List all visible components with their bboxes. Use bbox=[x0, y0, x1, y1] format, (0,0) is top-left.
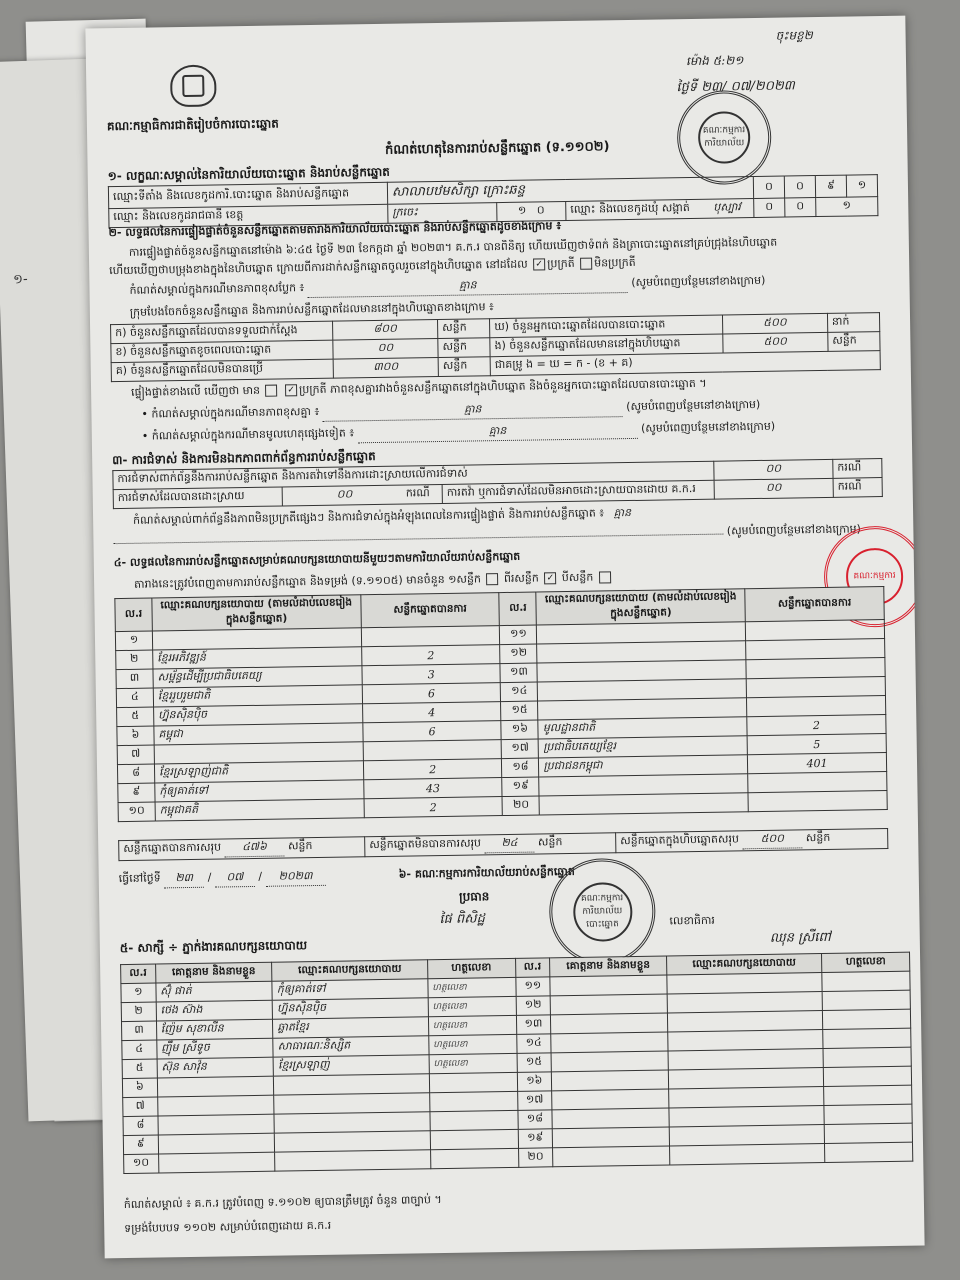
col-party-header: ឈ្មោះគណបក្សនយោបាយ (តាមលំដាប់លេខរៀងក្នុងសន្លឹកឆ្នោត) bbox=[152, 595, 361, 631]
row-number: ១៨ bbox=[502, 758, 539, 778]
row-value: ៣០០ bbox=[333, 358, 438, 379]
row-unit: សន្លឹក bbox=[438, 319, 490, 339]
note-suffix: (សូមបំពេញបន្ថែមនៅខាងក្រោម) bbox=[631, 273, 766, 289]
vote-count bbox=[745, 620, 884, 641]
vote-count: 4 bbox=[362, 702, 501, 723]
total-invalid-value: ២៤ bbox=[484, 836, 534, 854]
two-sheets-label: ពីរសន្លឹក bbox=[503, 571, 539, 586]
vote-count bbox=[746, 658, 885, 679]
votes-table bbox=[114, 586, 887, 822]
row-number: ១១ bbox=[515, 977, 550, 997]
witness-name bbox=[551, 1013, 668, 1034]
row-number: ២០ bbox=[518, 1148, 553, 1168]
section-1-heading: ១- លក្ខណៈសម្គាល់នៃការិយាល័យបោះឆ្នោត និងរាប់សន្លឹកឆ្នោត bbox=[107, 164, 390, 184]
witness-party bbox=[275, 1131, 431, 1152]
three-sheets-checkbox[interactable] bbox=[599, 571, 611, 583]
row-unit: សន្លឹក bbox=[828, 332, 880, 352]
vote-count bbox=[363, 740, 502, 761]
vote-count: 2 bbox=[747, 715, 886, 736]
row-number: ១៩ bbox=[502, 777, 539, 797]
party-name: ប្រជាធិបតេយ្យខ្មែរ bbox=[539, 736, 748, 758]
witness-signature bbox=[822, 971, 910, 991]
objection-value: ០០ bbox=[714, 459, 833, 480]
witness-name bbox=[550, 994, 667, 1015]
witness-signature: ហត្ថលេខា bbox=[429, 1034, 517, 1054]
col-party-header: ឈ្មោះគណបក្សនយោបាយ bbox=[272, 960, 428, 981]
totals-table bbox=[118, 828, 888, 861]
witness-signature bbox=[824, 1085, 912, 1105]
date-day: ២៣ bbox=[164, 871, 204, 889]
row-number: ២ bbox=[121, 1002, 156, 1022]
commune-label-text: ឈ្មោះ និងលេខកូដឃុំ សង្កាត់ bbox=[570, 201, 690, 216]
party-name: ហ្វ៊ុនស៊ិនប៉ិច bbox=[154, 704, 363, 726]
vote-count: 5 bbox=[747, 734, 886, 755]
normal-label: ប្រក្រតី bbox=[547, 256, 575, 271]
resolved-label: ការជំទាស់ដែលបានដោះស្រាយ bbox=[113, 487, 282, 509]
witness-name: ញ៉ឹម ស្រីទូច bbox=[156, 1038, 273, 1059]
province-value: ក្រចេះ bbox=[388, 203, 497, 224]
witness-party bbox=[274, 1093, 430, 1114]
document-page bbox=[85, 16, 924, 1259]
objection-label: ការជំទាស់ពាក់ព័ន្ធនឹងការរាប់សន្លឹកឆ្នោត និងការតវ៉ាទៅនឹងការដោះស្រាយលើការជំទាស់ bbox=[113, 461, 714, 489]
unresolved-value: ០០ bbox=[714, 478, 833, 499]
witness-party bbox=[668, 1049, 824, 1070]
unit-label: សន្លឹក bbox=[805, 830, 831, 845]
one-sheet-checkbox[interactable] bbox=[486, 573, 498, 585]
vote-count: 401 bbox=[748, 753, 887, 774]
row-number: ១ bbox=[121, 983, 156, 1003]
objection-unit: ករណី bbox=[833, 459, 882, 479]
witness-name bbox=[552, 1108, 669, 1129]
party-name: សម្ព័ន្ធដើម្បីប្រជាធិបតេយ្យ bbox=[153, 666, 362, 688]
committee-stamp-middle bbox=[548, 858, 656, 966]
total-valid-cell bbox=[119, 837, 365, 861]
stamp-text: គណៈកម្មការ bbox=[846, 548, 903, 605]
party-name: ប្រជាជនកម្ពុជា bbox=[539, 755, 748, 777]
code-digit: ៩ bbox=[815, 175, 846, 197]
resolved-value: ០០ bbox=[336, 487, 353, 501]
col-sign-header: ហត្ថលេខា bbox=[822, 952, 910, 972]
witness-signature bbox=[430, 1148, 518, 1168]
witness-name bbox=[157, 1095, 274, 1116]
witness-name: ស៊ុន សាវ៉ុន bbox=[157, 1057, 274, 1078]
party-name: ខ្មែររួបរួមជាតិ bbox=[153, 685, 362, 707]
secretary-name: ឈុន ស្រីពៅ bbox=[769, 929, 831, 946]
col-no-header: ល.រ bbox=[115, 598, 152, 632]
witness-signature bbox=[825, 1142, 913, 1162]
party-name: ខ្មែរអភិវឌ្ឍន៍ bbox=[153, 647, 362, 669]
witness-table bbox=[120, 952, 913, 1174]
witness-name bbox=[551, 1051, 668, 1072]
secretary-label: លេខាធិការ bbox=[669, 913, 715, 928]
witness-party: ហ្វ៊ុនស៊ិនប៉ិច bbox=[273, 998, 429, 1019]
row-number: ១៦ bbox=[517, 1072, 552, 1092]
commune-value: បុស្បាវ bbox=[713, 200, 741, 214]
has-difference-checkbox[interactable] bbox=[265, 385, 277, 397]
row-number: ៦ bbox=[117, 726, 154, 746]
witness-name bbox=[158, 1133, 275, 1154]
chair-label: ប្រធាន bbox=[458, 889, 490, 904]
row-value: ០០ bbox=[333, 339, 438, 360]
witness-party bbox=[667, 1011, 823, 1032]
code-digit: ០ bbox=[536, 203, 545, 217]
top-right-time: ម៉ោង ៥:២១ bbox=[685, 53, 744, 69]
row-number: ១៤ bbox=[516, 1034, 551, 1054]
witness-signature: ហត្ថលេខា bbox=[428, 996, 516, 1016]
vote-count: 3 bbox=[362, 664, 501, 685]
row-unit: សន្លឹក bbox=[438, 338, 490, 358]
col-no-header: ល.រ bbox=[121, 964, 156, 984]
row-label: ខ) ចំនួនសន្លឹកឆ្នោតខូចពេលបោះឆ្នោត bbox=[111, 340, 333, 362]
col-party-header: ឈ្មោះគណបក្សនយោបាយ (តាមលំដាប់លេខរៀងក្នុងសន្លឹកឆ្នោត) bbox=[536, 589, 745, 625]
row-label: ក) ចំនួនសន្លឹកឆ្នោតដែលបានទទួលជាក់ស្ដែង bbox=[111, 321, 333, 343]
row-number: ១៧ bbox=[517, 1091, 552, 1111]
row-number: ២ bbox=[116, 650, 153, 670]
total-box-cell bbox=[616, 829, 888, 853]
row-number: ១១ bbox=[500, 625, 537, 645]
abnormal-checkbox[interactable] bbox=[580, 258, 592, 270]
witness-party bbox=[669, 1144, 825, 1165]
row-number: ៨ bbox=[123, 1116, 158, 1136]
witness-party bbox=[274, 1074, 430, 1095]
unresolved-label: ការតវ៉ា ឬការជំទាស់ដែលមិនអាចដោះស្រាយបានដោយ គ.ក.រ bbox=[442, 480, 714, 503]
witness-signature bbox=[430, 1110, 518, 1130]
party-name: កម្ពុជាគតិ bbox=[155, 799, 364, 821]
row-number: ១ bbox=[115, 631, 152, 651]
location-label: ឈ្មោះទីតាំង និងលេខកូដការិ.បោះឆ្នោត និងរាប់សន្លឹកឆ្នោត bbox=[108, 182, 387, 208]
row-label: ឃ) ចំនួនអ្នកបោះឆ្នោតដែលបានបោះឆ្នោត bbox=[490, 315, 723, 338]
code-digit: ០ bbox=[784, 176, 815, 198]
chair-name: ផៃ ពិសិដ្ឋ bbox=[439, 911, 485, 928]
organization-name: គណៈកម្មាធិការជាតិរៀបចំការបោះឆ្នោត bbox=[106, 116, 279, 134]
resolved-unit: ករណី bbox=[405, 486, 430, 500]
unit-label: សន្លឹក bbox=[537, 835, 563, 849]
row-label: គ) ចំនួនសន្លឹកឆ្នោតដែលមិនបានប្រើ bbox=[111, 359, 333, 381]
row-number: ៣ bbox=[121, 1021, 156, 1041]
normal-checkbox[interactable]: ✓ bbox=[285, 384, 297, 396]
witness-party bbox=[668, 1087, 824, 1108]
row-number: ២០ bbox=[502, 796, 539, 816]
witness-name: ញ៉ែម សុខាលីន bbox=[156, 1019, 273, 1040]
note-2-value: គ្មាន bbox=[323, 400, 623, 422]
witness-signature bbox=[822, 990, 910, 1010]
resolved-value-cell bbox=[282, 484, 442, 506]
total-box-value: ៥០០ bbox=[742, 831, 802, 849]
note-value: គ្មាន bbox=[308, 276, 628, 298]
note-3-suffix: (សូមបំពេញបន្ថែមនៅខាងក្រោម) bbox=[640, 419, 776, 435]
section-3-note-suffix: (សូមបំពេញបន្ថែមនៅខាងក្រោម) bbox=[726, 522, 862, 538]
row-number: ១៧ bbox=[502, 739, 539, 759]
row-number: ១០ bbox=[118, 802, 155, 822]
vote-count: 6 bbox=[362, 683, 501, 704]
vote-count: 43 bbox=[363, 778, 502, 799]
note-2-suffix: (សូមបំពេញបន្ថែមនៅខាងក្រោម) bbox=[626, 397, 761, 414]
party-name: កុំឲ្យគាត់ទៅ bbox=[155, 780, 364, 802]
witness-name bbox=[552, 1089, 669, 1110]
row-number: ៥ bbox=[117, 707, 154, 727]
witness-party bbox=[668, 1068, 824, 1089]
row-number: ៨ bbox=[117, 764, 154, 784]
col-party-header: ឈ្មោះគណបក្សនយោបាយ bbox=[666, 954, 822, 975]
party-name: មូលដ្ឋានជាតិ bbox=[538, 717, 747, 739]
witness-name bbox=[157, 1076, 274, 1097]
witness-signature bbox=[823, 1009, 911, 1029]
vote-count bbox=[748, 772, 887, 793]
vote-count bbox=[746, 677, 885, 698]
witness-signature: ហត្ថលេខា bbox=[428, 1015, 516, 1035]
col-sign-header: ហត្ថលេខា bbox=[427, 958, 515, 978]
witness-party: សាធារណៈនិស្សិត bbox=[273, 1036, 429, 1057]
section-3-heading: ៣- ការជំទាស់ និងការមិនឯកភាពពាក់ព័ន្ធការរាប់សន្លឹកឆ្នោត bbox=[112, 449, 376, 468]
row-unit: នាក់ bbox=[827, 313, 879, 333]
table-intro: ក្រុមបែងចែកចំនួនសន្លឹកឆ្នោត និងការរាប់សន្លឹកឆ្នោតដែលមាននៅក្នុងហិបឆ្នោតខាងក្រោម ៖ bbox=[129, 300, 494, 319]
footnote: កំណត់សម្គាល់ ៖ គ.ក.រ ត្រូវបំពេញ ទ.១១០២ ឲ្យបានត្រឹមត្រូវ ចំនួន ៣ច្បាប់ ។ bbox=[123, 1193, 442, 1212]
witness-signature bbox=[429, 1072, 517, 1092]
witness-name: ថេង ស៊ាង bbox=[156, 1000, 273, 1021]
col-no-header: ល.រ bbox=[499, 592, 536, 626]
col-votes-header: សន្លឹកឆ្នោតបានការ bbox=[360, 593, 499, 628]
row-number: ៤ bbox=[122, 1040, 157, 1060]
form-note: ទម្រង់បែបបទ ១១០២ សម្រាប់បំពេញដោយ គ.ក.រ bbox=[124, 1218, 332, 1236]
normal-checkbox[interactable]: ✓ bbox=[533, 258, 545, 270]
vote-count bbox=[746, 639, 885, 660]
row-number: ៧ bbox=[117, 745, 154, 765]
total-invalid-label: សន្លឹកឆ្នោតមិនបានការសរុប bbox=[369, 836, 482, 852]
party-name: គម្ពុជា bbox=[154, 723, 363, 745]
stamp-text: គណៈកម្មការការិយាល័យបោះឆ្នោត bbox=[572, 882, 632, 942]
witness-party bbox=[274, 1112, 430, 1133]
witness-name bbox=[552, 1127, 669, 1148]
witness-name bbox=[158, 1152, 275, 1173]
row-value: ៥០០ bbox=[723, 332, 828, 353]
witness-party bbox=[667, 992, 823, 1013]
witness-name bbox=[551, 1032, 668, 1053]
code-digit: ០ bbox=[753, 176, 784, 198]
party-name bbox=[539, 793, 748, 815]
party-name: ខ្មែរស្រឡាញ់ជាតិ bbox=[154, 761, 363, 783]
dotted-line bbox=[113, 534, 723, 545]
witness-name: ស៊ុំ ផាត់ bbox=[156, 981, 273, 1002]
section-4-heading: ៤- លទ្ធផលនៃការរាប់សន្លឹកឆ្នោតសម្រាប់គណបក្សនយោបាយនីមួយៗតាមការិយាល័យរាប់សន្លឹកឆ្នោត bbox=[113, 549, 521, 570]
row-number: ៧ bbox=[123, 1097, 158, 1117]
witness-signature: ហត្ថលេខា bbox=[429, 1053, 517, 1073]
row-number: ១៩ bbox=[518, 1129, 553, 1149]
total-invalid-cell bbox=[365, 833, 616, 857]
vote-count: 2 bbox=[363, 759, 502, 780]
verification-line-1: ការផ្ទៀងផ្ទាត់ចំនួនសន្លឹកឆ្នោតនៅម៉ោង ៦:៤៥ ថ្ងៃទី ២៣ ខែកក្កដា ឆ្នាំ ២០២៣។ គ.ក.រ បានពិនិត្យ ហើយឃើញថាទំពក់ និងត្រាបោះឆ្នោតនៅគ្រប់ជ្រុងនៃហិបឆ្នោត bbox=[128, 235, 778, 259]
date-year: ២០២៣ bbox=[265, 869, 325, 887]
witness-signature bbox=[823, 1047, 911, 1067]
col-no-header: ល.រ bbox=[515, 958, 550, 978]
stamp-text: គណៈកម្មការការិយាល័យ bbox=[698, 111, 751, 164]
formula-label: ជាគម្រូ ង = ឃ = ក - (ខ + គ) bbox=[490, 351, 880, 376]
witness-signature: ហត្ថលេខា bbox=[428, 977, 516, 997]
witness-party: ឆ្លាតខ្មែរ bbox=[273, 1017, 429, 1038]
witness-party bbox=[668, 1030, 824, 1051]
row-number: ៣ bbox=[116, 669, 153, 689]
section-4-intro-text: តារាងនេះត្រូវបំពេញតាមការរាប់សន្លឹកឆ្នោត និងទម្រង់ (ទ.១១០៥) មានចំនួន ១សន្លឹក bbox=[134, 572, 482, 591]
background-sheet-text: ១- bbox=[12, 271, 28, 288]
code-digit: ១ bbox=[816, 197, 878, 217]
witness-name bbox=[553, 1146, 670, 1167]
witness-party bbox=[669, 1125, 825, 1146]
code-digit: ១ bbox=[517, 203, 527, 217]
code-digit: ០ bbox=[754, 198, 785, 217]
witness-party: ខ្មែរស្រឡាញ់ bbox=[273, 1055, 429, 1076]
row-label: ង) ចំនួនសន្លឹកឆ្នោតដែលមាននៅក្នុងហិបឆ្នោត bbox=[490, 334, 723, 357]
row-number: ១២ bbox=[516, 996, 551, 1016]
section-3-note-label: កំណត់សម្គាល់ពាក់ព័ន្ធនឹងភាពមិនប្រក្រតីផ្សេងៗ និងការជំទាស់ក្នុងអំឡុងពេលនៃការផ្ទៀងផ្ទាត់ និងការរាប់សន្លឹកឆ្នោត ៖ bbox=[133, 506, 605, 527]
date-month: ០៧ bbox=[215, 870, 255, 888]
row-number: ១០ bbox=[124, 1154, 159, 1174]
section-3-note-value: គ្មាន bbox=[613, 506, 632, 520]
witness-name bbox=[158, 1114, 275, 1135]
row-number: ៩ bbox=[118, 783, 155, 803]
committee-label: ៦- គណៈកម្មការការិយាល័យរាប់សន្លឹកឆ្នោត bbox=[398, 864, 575, 881]
witness-signature bbox=[823, 1028, 911, 1048]
province-label: ឈ្មោះ និងលេខកូដរាជធានី ខេត្ត bbox=[109, 204, 388, 227]
abnormal-label: មិនប្រក្រតី bbox=[594, 255, 636, 270]
col-name-header: គោត្តនាម និងនាមខ្លួន bbox=[155, 962, 272, 983]
code-digit: ១ bbox=[846, 175, 877, 197]
two-sheets-checkbox[interactable]: ✓ bbox=[544, 572, 556, 584]
ballot-count-table bbox=[110, 312, 881, 382]
col-votes-header: សន្លឹកឆ្នោតបានការ bbox=[745, 587, 884, 622]
vote-count bbox=[747, 696, 886, 717]
row-number: ១៣ bbox=[500, 663, 537, 683]
row-number: ៩ bbox=[123, 1135, 158, 1155]
document-title: កំណត់ហេតុនៃការរាប់សន្លឹកឆ្នោត (ទ.១១០២) bbox=[384, 139, 610, 158]
row-number: ១៣ bbox=[516, 1015, 551, 1035]
vote-count bbox=[361, 626, 500, 647]
discrepancy-rest: ភាពខុសគ្នារវាងចំនួនសន្លឹកឆ្នោតនៅក្នុងហិបឆ្នោត និងចំនួនអ្នកបោះឆ្នោតដែលបានបោះឆ្នោត ។ bbox=[329, 376, 707, 396]
code-digit: ០ bbox=[785, 198, 816, 217]
note-2-label: • កំណត់សម្គាល់ក្នុងករណីមានភាពខុសគ្នា ៖ bbox=[141, 404, 320, 421]
witness-party bbox=[275, 1150, 431, 1171]
row-number: ៤ bbox=[116, 688, 153, 708]
row-number: ១៨ bbox=[517, 1110, 552, 1130]
emblem-icon bbox=[170, 64, 217, 107]
witness-signature bbox=[824, 1066, 912, 1086]
unresolved-unit: ករណី bbox=[833, 478, 882, 498]
note-3-label: • កំណត់សម្គាល់ក្នុងករណីមានមូលហេតុផ្សេងទៀត ៖ bbox=[141, 426, 355, 443]
vote-count: 6 bbox=[363, 721, 502, 742]
row-number: ១៦ bbox=[501, 720, 538, 740]
section-2-heading: ២- លទ្ធផលនៃការផ្ទៀងផ្ទាត់ចំនួនសន្លឹកឆ្នោតតាមតារាងការិយាល័យបោះឆ្នោត និងរាប់សន្លឹកឆ្នោតដូចខាងក្រោម ៖ bbox=[108, 219, 562, 240]
date-label: ធ្វើនៅថ្ងៃទី bbox=[118, 871, 161, 886]
witness-party: កុំឲ្យគាត់ទៅ bbox=[272, 979, 428, 1000]
total-box-label: សន្លឹកឆ្នោតក្នុងហិបឆ្នោតសរុប bbox=[620, 832, 739, 848]
witness-signature bbox=[429, 1091, 517, 1111]
vote-count bbox=[748, 791, 887, 812]
witness-name bbox=[550, 975, 667, 996]
location-value: សាលាបឋមសិក្សា ក្រោះឆន្ទ bbox=[387, 177, 753, 205]
date-line: ធ្វើនៅថ្ងៃទី ២៣ / ០៧ / ២០២៣ bbox=[119, 869, 326, 889]
row-number: ១៥ bbox=[517, 1053, 552, 1073]
top-right-note: ចុះមខ្ល២ bbox=[775, 28, 813, 43]
witness-party bbox=[669, 1106, 825, 1127]
row-number: ១៥ bbox=[501, 701, 538, 721]
row-unit: សន្លឹក bbox=[438, 357, 490, 377]
row-number: ១២ bbox=[500, 644, 537, 664]
witness-signature bbox=[824, 1104, 912, 1124]
witness-signature bbox=[430, 1129, 518, 1149]
row-value: ៨០០ bbox=[333, 320, 438, 341]
total-valid-label: សន្លឹកឆ្នោតបានការសរុប bbox=[123, 840, 222, 856]
row-number: ១៤ bbox=[501, 682, 538, 702]
note-3-value: គ្មាន bbox=[358, 422, 638, 443]
row-number: ៦ bbox=[122, 1078, 157, 1098]
vote-count: 2 bbox=[361, 645, 500, 666]
normal-label: ប្រក្រតី bbox=[298, 382, 327, 397]
top-right-date: ថ្ងៃទី ២៣/ ០៧/២០២៣ bbox=[676, 78, 795, 96]
witness-party bbox=[667, 973, 823, 994]
witness-name bbox=[552, 1070, 669, 1091]
total-valid-value: ៤៧៦ bbox=[224, 839, 284, 857]
note-label: កំណត់សម្គាល់ក្នុងករណីមានភាពខុសប្លែក ៖ bbox=[129, 281, 305, 297]
table-row bbox=[119, 829, 888, 861]
row-value: ៥០០ bbox=[722, 313, 827, 334]
section-5-heading: ៥- សាក្សី ÷ ភ្នាក់ងារគណបក្សនយោបាយ bbox=[119, 938, 308, 956]
discrepancy-text: ផ្ទៀងផ្ទាត់ខាងលើ ឃើញថា មាន bbox=[131, 383, 261, 399]
unit-label: សន្លឹក bbox=[287, 839, 313, 853]
witness-signature bbox=[824, 1123, 912, 1143]
three-sheets-label: បីសន្លឹក bbox=[561, 570, 594, 585]
vote-count: 2 bbox=[364, 797, 503, 818]
row-number: ៥ bbox=[122, 1059, 157, 1079]
verification-line-2-text: ហើយឃើញថាបម្រុងខាងក្នុងនៃហិបឆ្នោត ក្រោយពីការដាក់សន្លឹកឆ្នោតចូលរួចនៅក្នុងហិបឆ្នោត នៅដដែល bbox=[109, 257, 528, 278]
col-name-header: គោត្តនាម និងនាមខ្លួន bbox=[550, 956, 667, 977]
